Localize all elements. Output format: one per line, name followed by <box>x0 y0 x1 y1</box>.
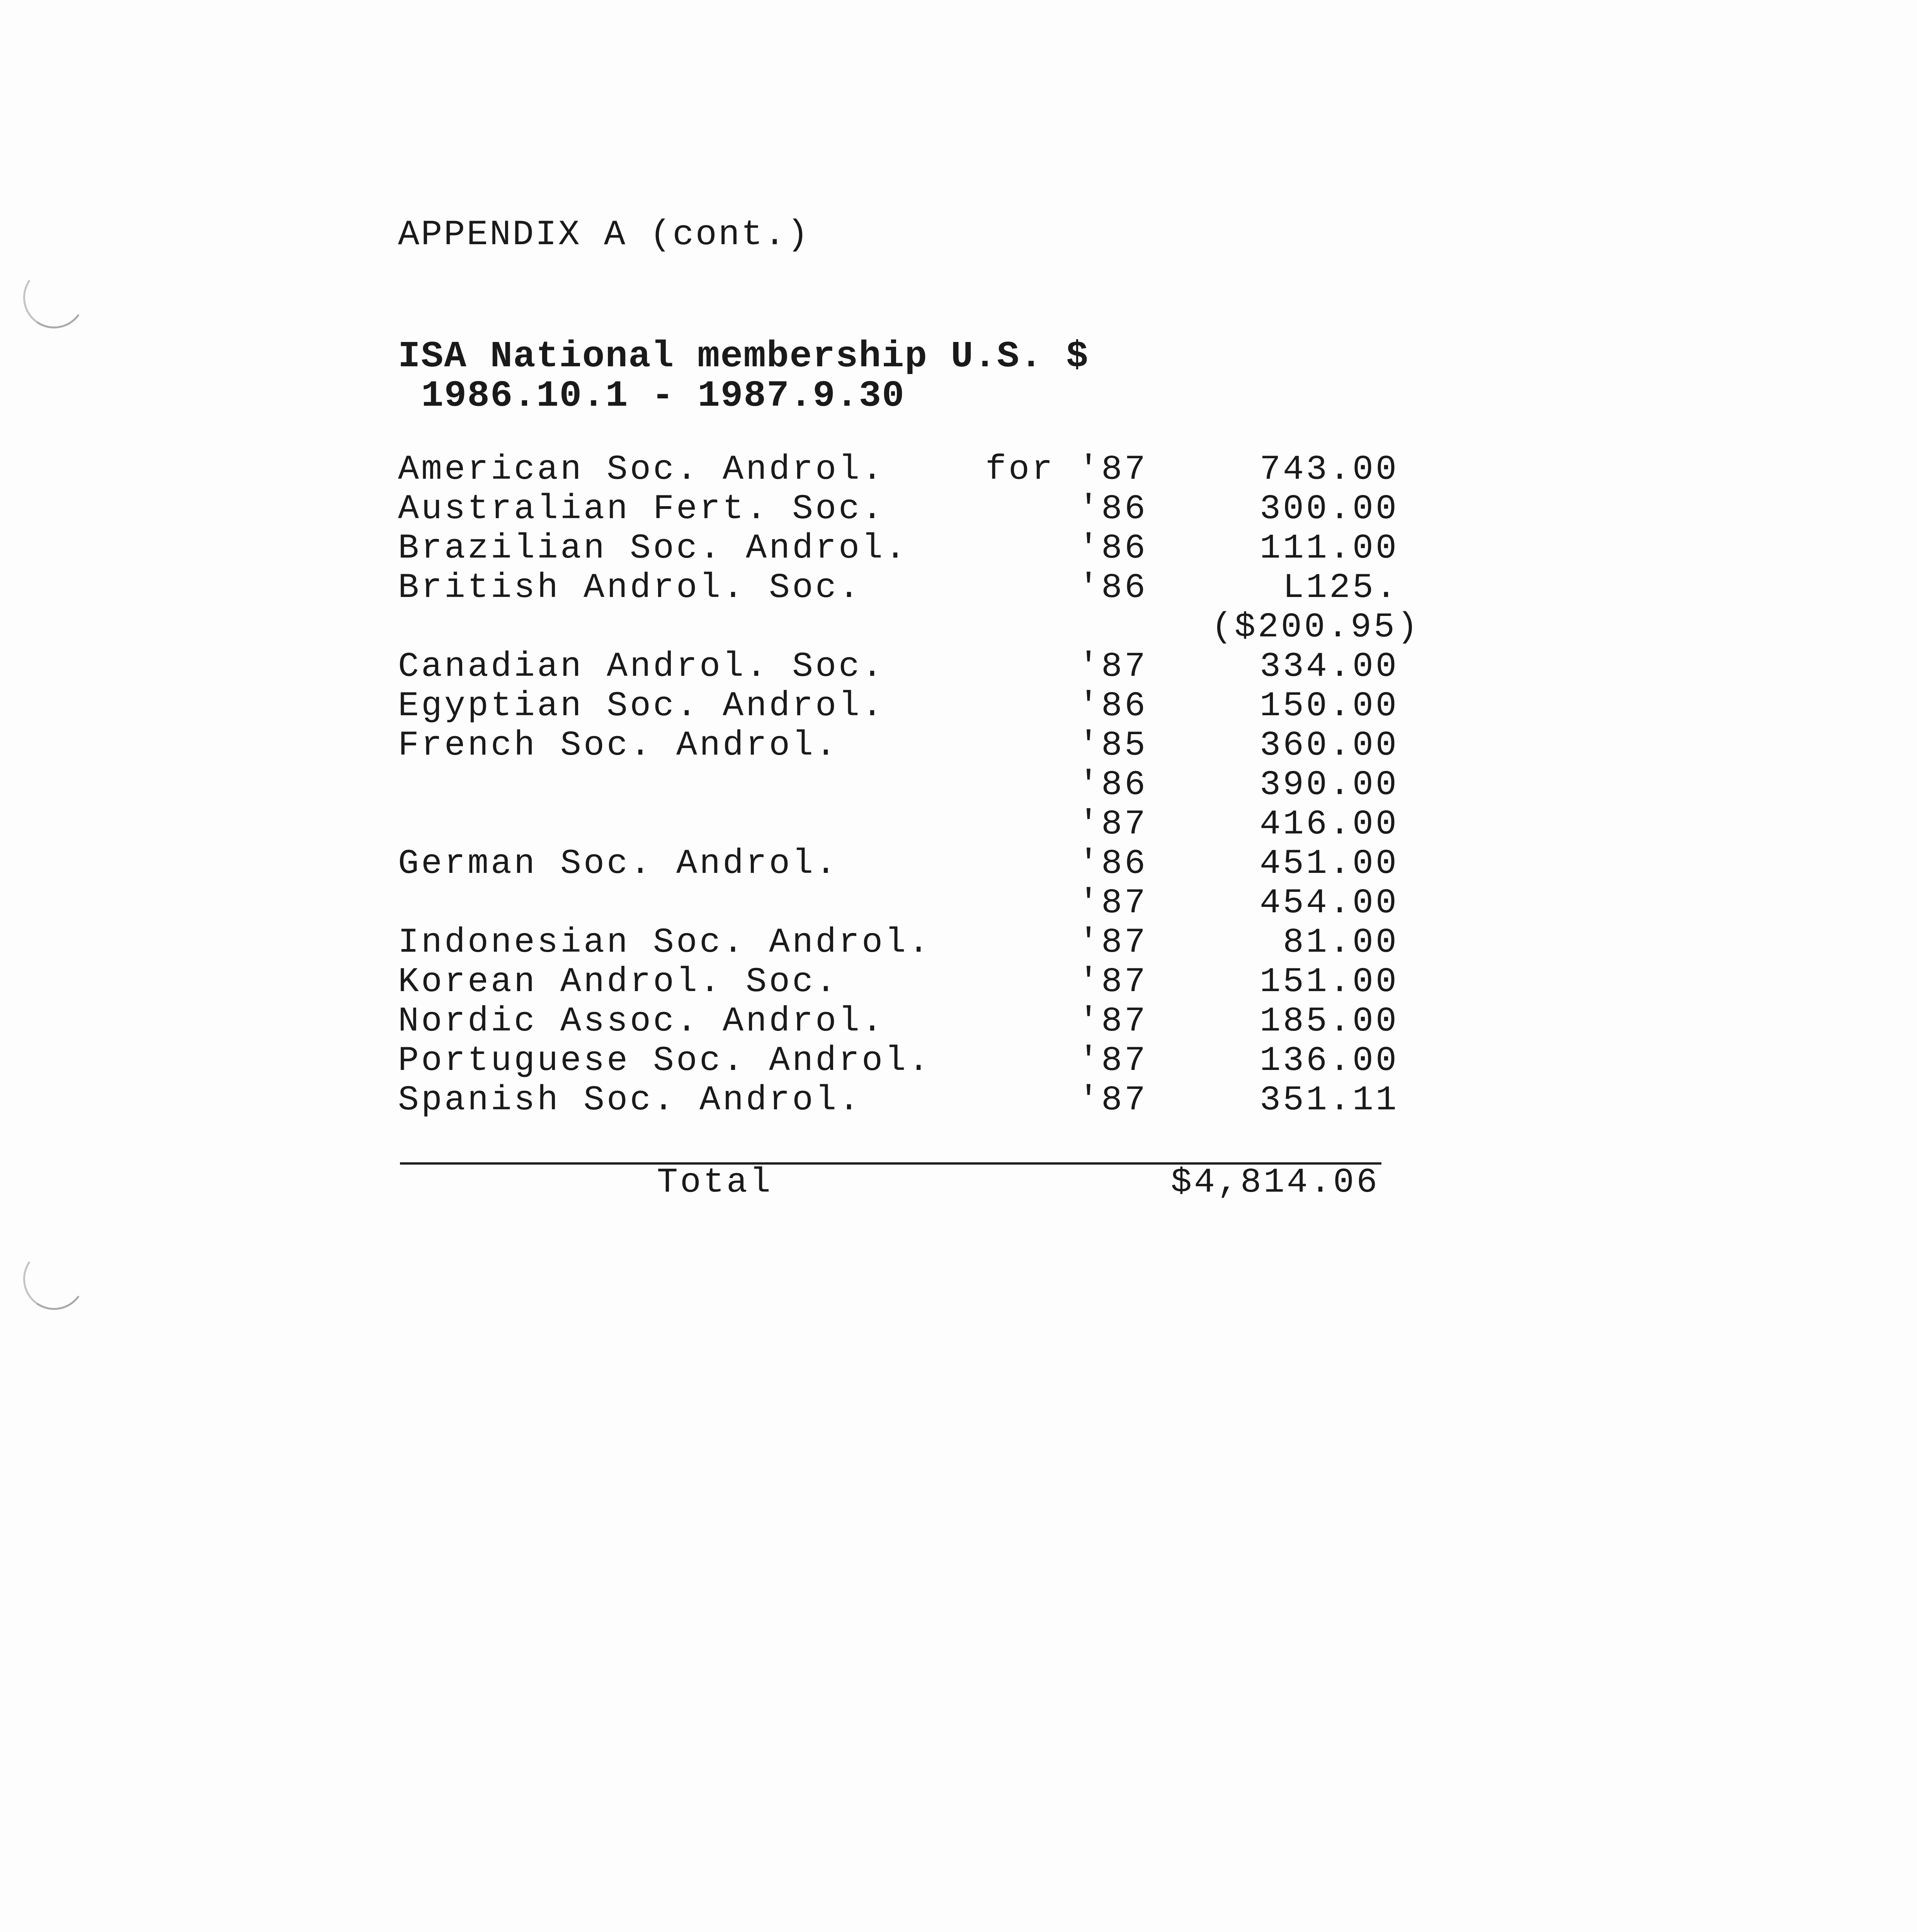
amount: 451.00 <box>1259 844 1399 884</box>
membership-year: '87 <box>1078 1081 1148 1120</box>
table-row <box>398 923 1399 963</box>
society-name: German Soc. Androl. <box>398 844 839 884</box>
table-row <box>398 844 1399 884</box>
membership-year: '87 <box>1078 1041 1148 1081</box>
amount: 743.00 <box>1259 450 1399 490</box>
society-name: Spanish Soc. Androl. <box>398 1081 862 1120</box>
society-name: French Soc. Androl. <box>398 726 839 765</box>
membership-year: '87 <box>1078 923 1148 963</box>
society-name: Australian Fert. Soc. <box>398 490 885 529</box>
amount: 300.00 <box>1259 490 1399 529</box>
amount: 150.00 <box>1259 687 1399 726</box>
society-name: Portuguese Soc. Androl. <box>398 1041 932 1081</box>
table-row <box>398 765 1399 805</box>
society-name: Indonesian Soc. Androl. <box>398 923 932 963</box>
amount: 111.00 <box>1259 529 1399 568</box>
amount: 360.00 <box>1259 726 1399 765</box>
document-title: ISA National membership U.S. $ <box>398 335 1089 378</box>
amount: 351.11 <box>1259 1081 1399 1120</box>
amount: 334.00 <box>1259 647 1399 687</box>
amount: 136.00 <box>1259 1041 1399 1081</box>
table-row <box>398 529 1399 568</box>
amount: 185.00 <box>1259 1002 1399 1041</box>
membership-year: '87 <box>1078 805 1148 844</box>
table-row <box>398 1002 1399 1041</box>
total-value: $4,814.06 <box>1171 1163 1380 1202</box>
society-name: American Soc. Androl. <box>398 450 885 490</box>
amount: 81.00 <box>1283 923 1399 963</box>
society-name: British Androl. Soc. <box>398 568 862 608</box>
society-name: Nordic Assoc. Androl. <box>398 1002 885 1041</box>
society-name: Brazilian Soc. Androl. <box>398 529 908 568</box>
society-name: Korean Androl. Soc. <box>398 963 839 1002</box>
membership-year: '85 <box>1078 726 1148 765</box>
table-row <box>398 490 1399 529</box>
amount: 151.00 <box>1259 963 1399 1002</box>
membership-year: '87 <box>1078 884 1148 923</box>
table-row <box>398 608 1420 647</box>
table-row <box>398 647 1399 687</box>
amount: 416.00 <box>1259 805 1399 844</box>
table-row <box>398 805 1399 844</box>
binder-hole <box>18 262 90 333</box>
total-label: Total <box>657 1163 773 1202</box>
table-row <box>398 1081 1399 1120</box>
date-range: 1986.10.1 - 1987.9.30 <box>421 375 905 417</box>
membership-year: '86 <box>1078 568 1148 608</box>
amount: 454.00 <box>1259 884 1399 923</box>
amount: 390.00 <box>1259 765 1399 805</box>
table-row <box>398 450 1399 490</box>
table-row <box>398 963 1399 1002</box>
table-row <box>398 1041 1399 1081</box>
table-row <box>398 884 1399 923</box>
membership-year: '87 <box>1078 450 1148 490</box>
membership-year: '87 <box>1078 963 1148 1002</box>
amount: ($200.95) <box>1211 608 1420 647</box>
amount: L125. <box>1283 568 1399 608</box>
membership-year: '86 <box>1078 490 1148 529</box>
membership-year: '87 <box>1078 647 1148 687</box>
membership-table <box>398 450 1420 1120</box>
table-row <box>398 687 1399 726</box>
society-name: Egyptian Soc. Androl. <box>398 687 885 726</box>
membership-year: '86 <box>1078 765 1148 805</box>
for-label: for <box>985 450 1055 490</box>
table-row <box>398 568 1399 608</box>
appendix-heading: APPENDIX A (cont.) <box>398 214 810 255</box>
membership-year: '86 <box>1078 844 1148 884</box>
membership-year: '86 <box>1078 529 1148 568</box>
binder-hole <box>18 1243 90 1315</box>
membership-year: '87 <box>1078 1002 1148 1041</box>
society-name: Canadian Androl. Soc. <box>398 647 885 687</box>
table-row <box>398 726 1399 765</box>
membership-year: '86 <box>1078 687 1148 726</box>
